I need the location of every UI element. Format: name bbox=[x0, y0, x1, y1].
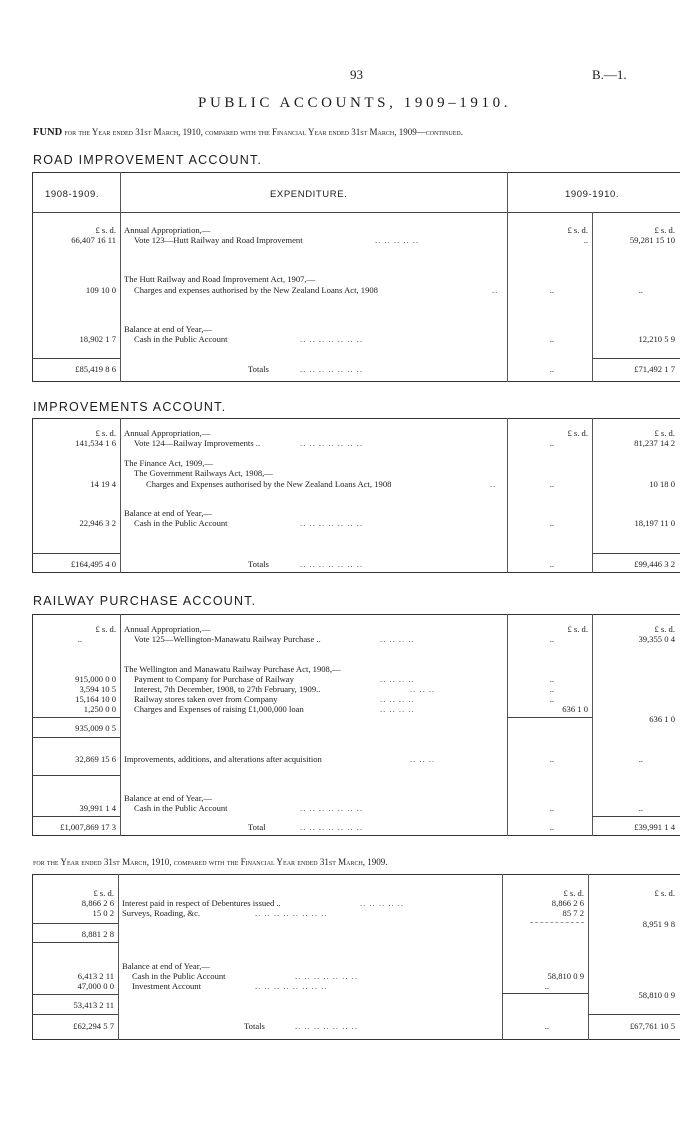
amount-1908: 47,000 0 0 bbox=[77, 981, 114, 991]
dot-leader: .. bbox=[490, 479, 497, 489]
railway-purchase-account-heading: RAILWAY PURCHASE ACCOUNT. bbox=[33, 594, 257, 608]
amount-mid: 636 1 0 bbox=[562, 704, 588, 714]
item-description: Payment to Company for Purchase of Railway bbox=[134, 674, 294, 684]
item-description: Improvements, additions, and alterations after acquisition bbox=[124, 754, 322, 764]
item-description: Cash in the Public Account bbox=[132, 971, 226, 981]
dot-leader: .. .. .. .. .. .. .. bbox=[300, 334, 363, 344]
subtotal-1908: 935,009 0 5 bbox=[75, 723, 116, 733]
road-col-divider-mid bbox=[507, 172, 508, 382]
amount-mid: .. bbox=[549, 694, 554, 704]
amount-mid: .. bbox=[583, 235, 588, 245]
total-1908: £164,495 4 0 bbox=[70, 559, 116, 569]
amount-1909: 18,197 11 0 bbox=[634, 518, 675, 528]
amount-1908: 14 19 4 bbox=[90, 479, 116, 489]
fund-caption-text: for the Year ended 31st March, 1910, compared with the Financial Year ended 31st March, 1909—continued. bbox=[62, 127, 463, 137]
amount-mid: 58,810 0 9 bbox=[547, 971, 584, 981]
amount-1909: 12,210 5 9 bbox=[638, 334, 675, 344]
lsd-label: £ s. d. bbox=[654, 624, 675, 634]
amount-1908: 39,991 1 4 bbox=[79, 803, 116, 813]
last-total-rule-right bbox=[588, 1014, 680, 1015]
fund-caption-continued: for the Year ended 31st March, 1910, compared with the Financial Year ended 31st March, 1909. bbox=[33, 857, 388, 867]
amount-1909: 81,237 14 2 bbox=[634, 438, 675, 448]
item-description: Interest paid in respect of Debentures issued .. bbox=[122, 898, 281, 908]
subtotal-1909: 636 1 0 bbox=[649, 714, 675, 724]
item-description: Vote 124—Railway Improvements .. bbox=[134, 438, 261, 448]
amount-1909: .. bbox=[638, 754, 643, 764]
dot-leader: .. bbox=[492, 285, 499, 295]
last-col-divider-right bbox=[588, 874, 589, 1040]
item-heading: The Hutt Railway and Road Improvement Act, 1907,— bbox=[124, 274, 316, 284]
last-total-rule-left bbox=[32, 1014, 118, 1015]
lsd-label: £ s. d. bbox=[95, 428, 116, 438]
amount-mid: .. bbox=[549, 285, 554, 295]
rail-col-divider-left bbox=[120, 614, 121, 836]
item-description: Charges and Expenses authorised by the New Zealand Loans Act, 1908 bbox=[146, 479, 392, 489]
rail-total-rule-left bbox=[32, 816, 120, 817]
amount-mid: .. bbox=[549, 754, 554, 764]
amount-1908: 109 10 0 bbox=[85, 285, 116, 295]
road-col-divider-right bbox=[592, 212, 593, 382]
rail-col-divider-right bbox=[592, 614, 593, 836]
fund-prefix: FUND bbox=[33, 127, 63, 138]
column-header-1908: 1908-1909. bbox=[45, 189, 100, 200]
item-heading: Balance at end of Year,— bbox=[124, 324, 212, 334]
dot-leader: .. .. .. .. .. .. .. bbox=[300, 803, 363, 813]
lsd-label: £ s. d. bbox=[654, 888, 675, 898]
item-description: Vote 125—Wellington-Manawatu Railway Purchase .. bbox=[134, 634, 321, 644]
item-description: Surveys, Roading, &c. bbox=[122, 908, 201, 918]
amount-mid: .. bbox=[549, 479, 554, 489]
last-balance-rule-mid bbox=[502, 993, 588, 994]
total-1908: £62,294 5 7 bbox=[73, 1021, 114, 1031]
amount-1909: 10 18 0 bbox=[649, 479, 675, 489]
subtotal-1908: 53,413 2 11 bbox=[73, 1000, 114, 1010]
dot-leader: .. .. .. .. .. .. .. bbox=[300, 364, 363, 374]
item-heading: Balance at end of Year,— bbox=[124, 508, 212, 518]
road-col-divider-left bbox=[120, 172, 121, 382]
item-description: Cash in the Public Account bbox=[134, 803, 228, 813]
item-description: Cash in the Public Account bbox=[134, 518, 228, 528]
amount-1909: .. bbox=[638, 803, 643, 813]
last-subtotal-rule-left-2 bbox=[32, 942, 118, 943]
subtotal-1908: 8,881 2 8 bbox=[81, 929, 114, 939]
dot-leader: .. .. .. .. bbox=[380, 704, 415, 714]
amount-mid: .. bbox=[549, 822, 554, 832]
amount-mid: .. bbox=[544, 1021, 549, 1031]
amount-1908: 6,413 2 11 bbox=[77, 971, 114, 981]
amount-mid: .. bbox=[549, 634, 554, 644]
amount-1908: 22,946 3 2 bbox=[79, 518, 116, 528]
item-description: Interest, 7th December, 1908, to 27th February, 1909.. bbox=[134, 684, 321, 694]
amount-1908: 8,866 2 6 bbox=[81, 898, 114, 908]
item-subheading: The Government Railways Act, 1908,— bbox=[134, 468, 273, 478]
total-label: Total bbox=[248, 822, 266, 832]
subtotal-1909: 58,810 0 9 bbox=[638, 990, 675, 1000]
dot-leader: .. .. .. .. bbox=[380, 634, 415, 644]
amount-mid: .. bbox=[549, 518, 554, 528]
total-1909: £39,991 1 4 bbox=[634, 822, 675, 832]
item-description: Charges and expenses authorised by the New Zealand Loans Act, 1908 bbox=[134, 285, 378, 295]
amount-1908: 15,164 10 0 bbox=[75, 694, 116, 704]
total-label: Totals bbox=[244, 1021, 265, 1031]
dot-leader: .. .. .. .. .. .. .. .. bbox=[255, 981, 328, 991]
amount-1908: 141,534 1 6 bbox=[75, 438, 116, 448]
amount-1908: .. bbox=[77, 634, 82, 644]
dot-leader: .. .. .. .. bbox=[380, 674, 415, 684]
amount-mid: 85 7 2 bbox=[562, 908, 584, 918]
item-description: Railway stores taken over from Company bbox=[134, 694, 278, 704]
impr-total-rule-right bbox=[592, 553, 680, 554]
lsd-label: £ s. d. bbox=[567, 428, 588, 438]
amount-1908: 1,250 0 0 bbox=[83, 704, 116, 714]
amount-mid: .. bbox=[549, 684, 554, 694]
total-label: Totals bbox=[248, 559, 269, 569]
amount-mid: .. bbox=[549, 674, 554, 684]
road-total-rule-left bbox=[32, 358, 120, 359]
total-1908: £1,007,869 17 3 bbox=[60, 822, 116, 832]
dot-leader: .. .. .. .. .. .. .. .. bbox=[255, 908, 328, 918]
item-heading: The Finance Act, 1909,— bbox=[124, 458, 214, 468]
item-description: Investment Account bbox=[132, 981, 201, 991]
amount-mid: .. bbox=[549, 559, 554, 569]
road-total-rule-right bbox=[592, 358, 680, 359]
lsd-label: £ s. d. bbox=[654, 428, 675, 438]
total-1909: £71,492 1 7 bbox=[634, 364, 675, 374]
item-heading: The Wellington and Manawatu Railway Purchase Act, 1908,— bbox=[124, 664, 341, 674]
amount-mid: .. bbox=[549, 803, 554, 813]
dot-leader: .. .. .. .. .. bbox=[360, 898, 405, 908]
amount-1908: 3,594 10 5 bbox=[79, 684, 116, 694]
amount-mid: .. bbox=[549, 438, 554, 448]
item-description: Vote 123—Hutt Railway and Road Improvement bbox=[134, 235, 303, 245]
amount-mid: .. bbox=[544, 981, 549, 991]
total-1909: £99,446 3 2 bbox=[634, 559, 675, 569]
fund-caption bbox=[33, 127, 463, 138]
lsd-label: £ s. d. bbox=[93, 888, 114, 898]
amount-1908: 32,869 15 6 bbox=[75, 754, 116, 764]
amount-1908: 915,000 0 0 bbox=[75, 674, 116, 684]
lsd-label: £ s. d. bbox=[567, 225, 588, 235]
impr-col-divider-mid bbox=[507, 418, 508, 573]
parliamentary-paper-reference: B.—1. bbox=[592, 67, 627, 82]
amount-1908: 66,407 16 11 bbox=[71, 235, 116, 245]
item-heading: Balance at end of Year,— bbox=[124, 793, 212, 803]
impr-total-rule-left bbox=[32, 553, 120, 554]
last-subtotal-rule-mid bbox=[530, 922, 584, 923]
amount-1908: 18,902 1 7 bbox=[79, 334, 116, 344]
page-number: 93 bbox=[350, 67, 363, 82]
amount-mid: .. bbox=[549, 334, 554, 344]
lsd-label: £ s. d. bbox=[95, 624, 116, 634]
last-col-divider-left bbox=[118, 874, 119, 1040]
road-header-rule bbox=[32, 212, 680, 213]
amount-1908: 15 0 2 bbox=[92, 908, 114, 918]
rail-total-rule-right bbox=[592, 816, 680, 817]
dot-leader: .. .. .. .. .. .. .. bbox=[300, 822, 363, 832]
total-label: Totals bbox=[248, 364, 269, 374]
amount-mid: 8,866 2 6 bbox=[551, 898, 584, 908]
item-description: Charges and Expenses of raising £1,000,000 loan bbox=[134, 704, 304, 714]
dot-leader: .. .. .. .. .. bbox=[375, 235, 420, 245]
dot-leader: .. .. .. bbox=[410, 754, 436, 764]
last-col-divider-mid bbox=[502, 874, 503, 1040]
rail-subtotal-rule-left bbox=[32, 717, 120, 718]
lsd-label: £ s. d. bbox=[95, 225, 116, 235]
subtotal-1909: 8,951 9 8 bbox=[642, 919, 675, 929]
dot-leader: .. .. .. .. .. .. .. bbox=[295, 1021, 358, 1031]
dot-leader: .. .. .. .. bbox=[380, 694, 415, 704]
lsd-label: £ s. d. bbox=[567, 624, 588, 634]
item-heading: Balance at end of Year,— bbox=[122, 961, 210, 971]
lsd-label: £ s. d. bbox=[563, 888, 584, 898]
last-subtotal-rule-left bbox=[32, 923, 118, 924]
item-heading: Annual Appropriation,— bbox=[124, 225, 211, 235]
amount-1909: .. bbox=[638, 285, 643, 295]
dot-leader: .. .. .. .. .. .. .. bbox=[300, 438, 363, 448]
rail-improvements-rule bbox=[32, 775, 120, 776]
rail-col-divider-mid bbox=[507, 614, 508, 836]
total-1909: £67,761 10 5 bbox=[629, 1021, 675, 1031]
total-1908: £85,419 8 6 bbox=[75, 364, 116, 374]
rail-subtotal-rule-left-2 bbox=[32, 737, 120, 738]
lsd-label: £ s. d. bbox=[654, 225, 675, 235]
item-heading: Annual Appropriation,— bbox=[124, 624, 211, 634]
amount-1909: 59,281 15 10 bbox=[629, 235, 675, 245]
road-account-heading: ROAD IMPROVEMENT ACCOUNT. bbox=[33, 153, 263, 167]
impr-col-divider-right bbox=[592, 418, 593, 573]
dot-leader: .. .. .. .. .. .. .. bbox=[295, 971, 358, 981]
item-heading: Annual Appropriation,— bbox=[124, 428, 211, 438]
dot-leader: .. .. .. .. .. .. .. bbox=[300, 518, 363, 528]
rail-subtotal-rule-mid bbox=[507, 717, 592, 718]
impr-col-divider-left bbox=[120, 418, 121, 573]
item-description: Cash in the Public Account bbox=[134, 334, 228, 344]
column-header-1909: 1909-1910. bbox=[565, 189, 620, 200]
dot-leader: .. .. .. .. .. .. .. bbox=[300, 559, 363, 569]
dot-leader: .. .. .. bbox=[410, 684, 436, 694]
last-balance-rule-left bbox=[32, 994, 118, 995]
amount-1909: 39,355 0 4 bbox=[638, 634, 675, 644]
improvements-account-heading: IMPROVEMENTS ACCOUNT. bbox=[33, 400, 227, 414]
column-header-expenditure: EXPENDITURE. bbox=[270, 189, 348, 200]
amount-mid: .. bbox=[549, 364, 554, 374]
page-title: PUBLIC ACCOUNTS, 1909–1910. bbox=[198, 95, 512, 111]
